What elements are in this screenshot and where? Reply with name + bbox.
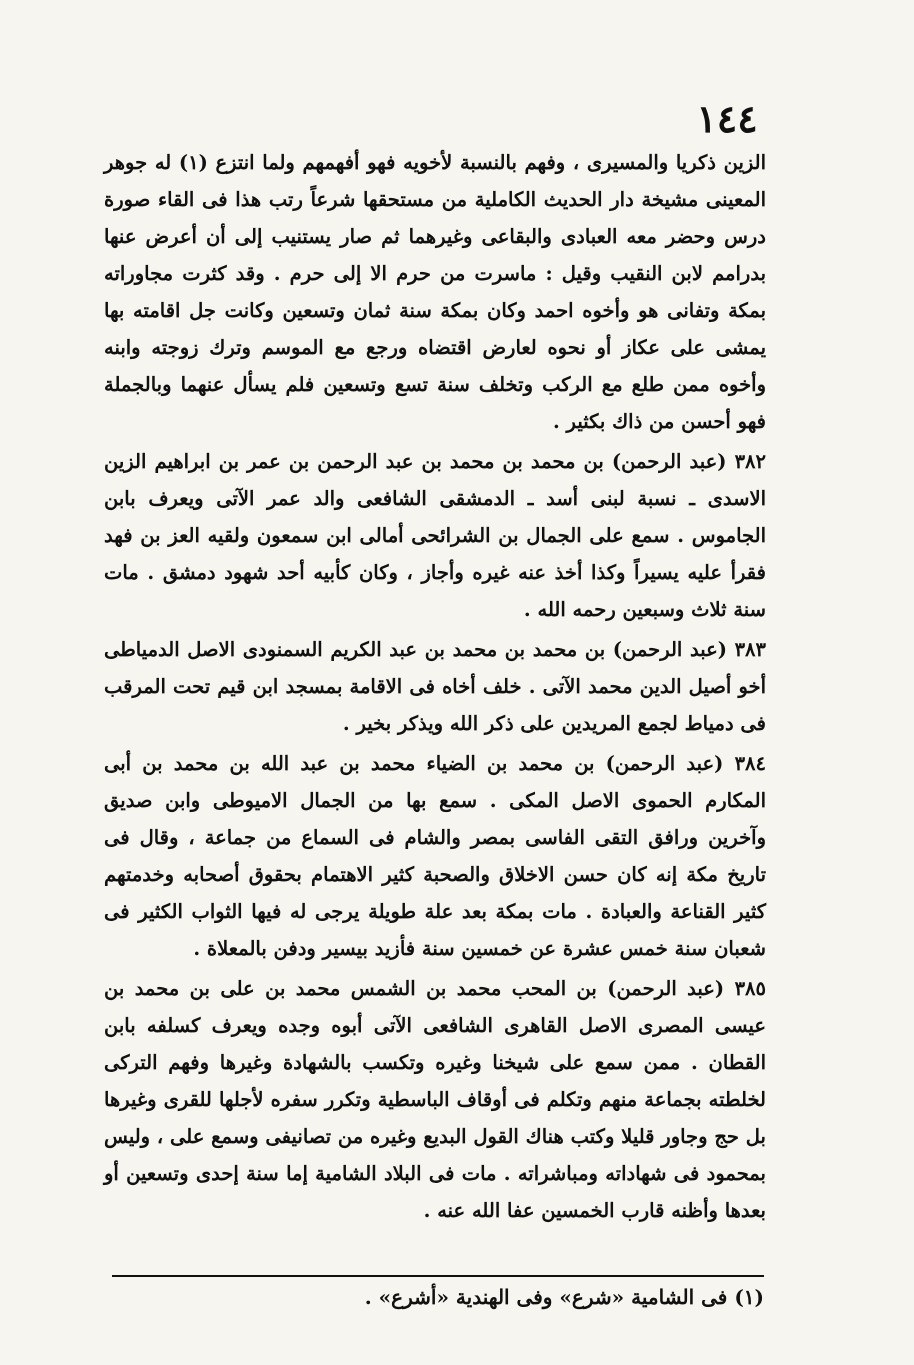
footnote: (١) فى الشامية «شرع» وفى الهندية «أشرع» . <box>364 1285 764 1309</box>
entry-384: ٣٨٤ (عبد الرحمن) بن محمد بن الضياء محمد بن عبد الله بن محمد بن أبى المكارم الحموى الاصل المكى . سمع بها من الجمال الاميوطى وابن صديق وآخرين ورافق التقى الفاسى بمصر والشام فى السماع من جماعة ، وقال فى تاريخ مكة إنه كان حسن الاخلاق والصحبة كثير الاهتمام بحقوق أصحابه وخدمتهم كثير القناعة والعبادة . مات بمكة بعد علة طويلة يرجى له فيها الثواب الكثير فى شعبان سنة خمس عشرة عن خمسين سنة فأزيد بيسير ودفن بالمعلاة . <box>104 752 766 960</box>
entry-383: ٣٨٣ (عبد الرحمن) بن محمد بن محمد بن عبد الكريم السمنودى الاصل الدمياطى أخو أصيل الدين محمد الآتى . خلف أخاه فى الاقامة بمسجد ابن قيم تحت المرقب فى دمياط لجمع المريدين على ذكر الله ويذكر بخير . <box>104 638 766 735</box>
body-text <box>104 144 766 1229</box>
footnote-divider <box>112 1275 764 1277</box>
paragraph-intro: الزين ذكريا والمسيرى ، وفهم بالنسبة لأخويه فهو أفهمهم ولما انتزع (١) له جوهر المعينى مشيخة دار الحديث الكاملية من مستحقها شرعاً رتب هذا فى القاء صورة درس وحضر معه العبادى والبقاعى وغيرهما ثم صار يستنيب إلى أن أعرض عنها بدرامم لابن النقيب وقيل : ماسرت من حرم الا إلى حرم . وقد كثرت مجاوراته بمكة وتفانى هو وأخوه احمد وكان بمكة سنة ثمان وتسعين وكانت جل اقامته بها يمشى على عكاز أو نحوه لعارض اقتضاه ورجع مع الموسم وترك زوجته وابنه وأخوه ممن طلع مع الركب وتخلف سنة تسع وتسعين فلم يسأل عنهما وبالجملة فهو أحسن من ذاك بكثير . <box>104 151 766 433</box>
page-number: ١٤٤ <box>696 96 758 141</box>
entry-382: ٣٨٢ (عبد الرحمن) بن محمد بن محمد بن عبد الرحمن بن عمر بن ابراهيم الزين الاسدى ـ نسبة لبنى أسد ـ الدمشقى الشافعى والد عمر الآتى ويعرف بابن الجاموس . سمع على الجمال بن الشرائحى أمالى ابن سمعون ولقيه العز بن فهد فقرأ عليه يسيراً وكذا أخذ عنه غيره وأجاز ، وكان كأبيه أحد شهود دمشق . مات سنة ثلاث وسبعين رحمه الله . <box>104 450 766 621</box>
entry-385: ٣٨٥ (عبد الرحمن) بن المحب محمد بن الشمس محمد بن على بن محمد بن عيسى المصرى الاصل القاهرى الشافعى الآتى أبوه وجده ويعرف كسلفه بابن القطان . ممن سمع على شيخنا وغيره وتكسب بالشهادة وغيرها وفهم التركى لخلطته بجماعة منهم وتكلم فى أوقاف الباسطية وتكرر سفره لأجلها للقرى وغيرها بل حج وجاور قليلا وكتب هناك القول البديع وغيره من تصانيفى وسمع على ، وليس بمحمود فى شهاداته ومباشراته . مات فى البلاد الشامية إما سنة إحدى وتسعين أو بعدها وأظنه قارب الخمسين عفا الله عنه . <box>104 977 766 1222</box>
